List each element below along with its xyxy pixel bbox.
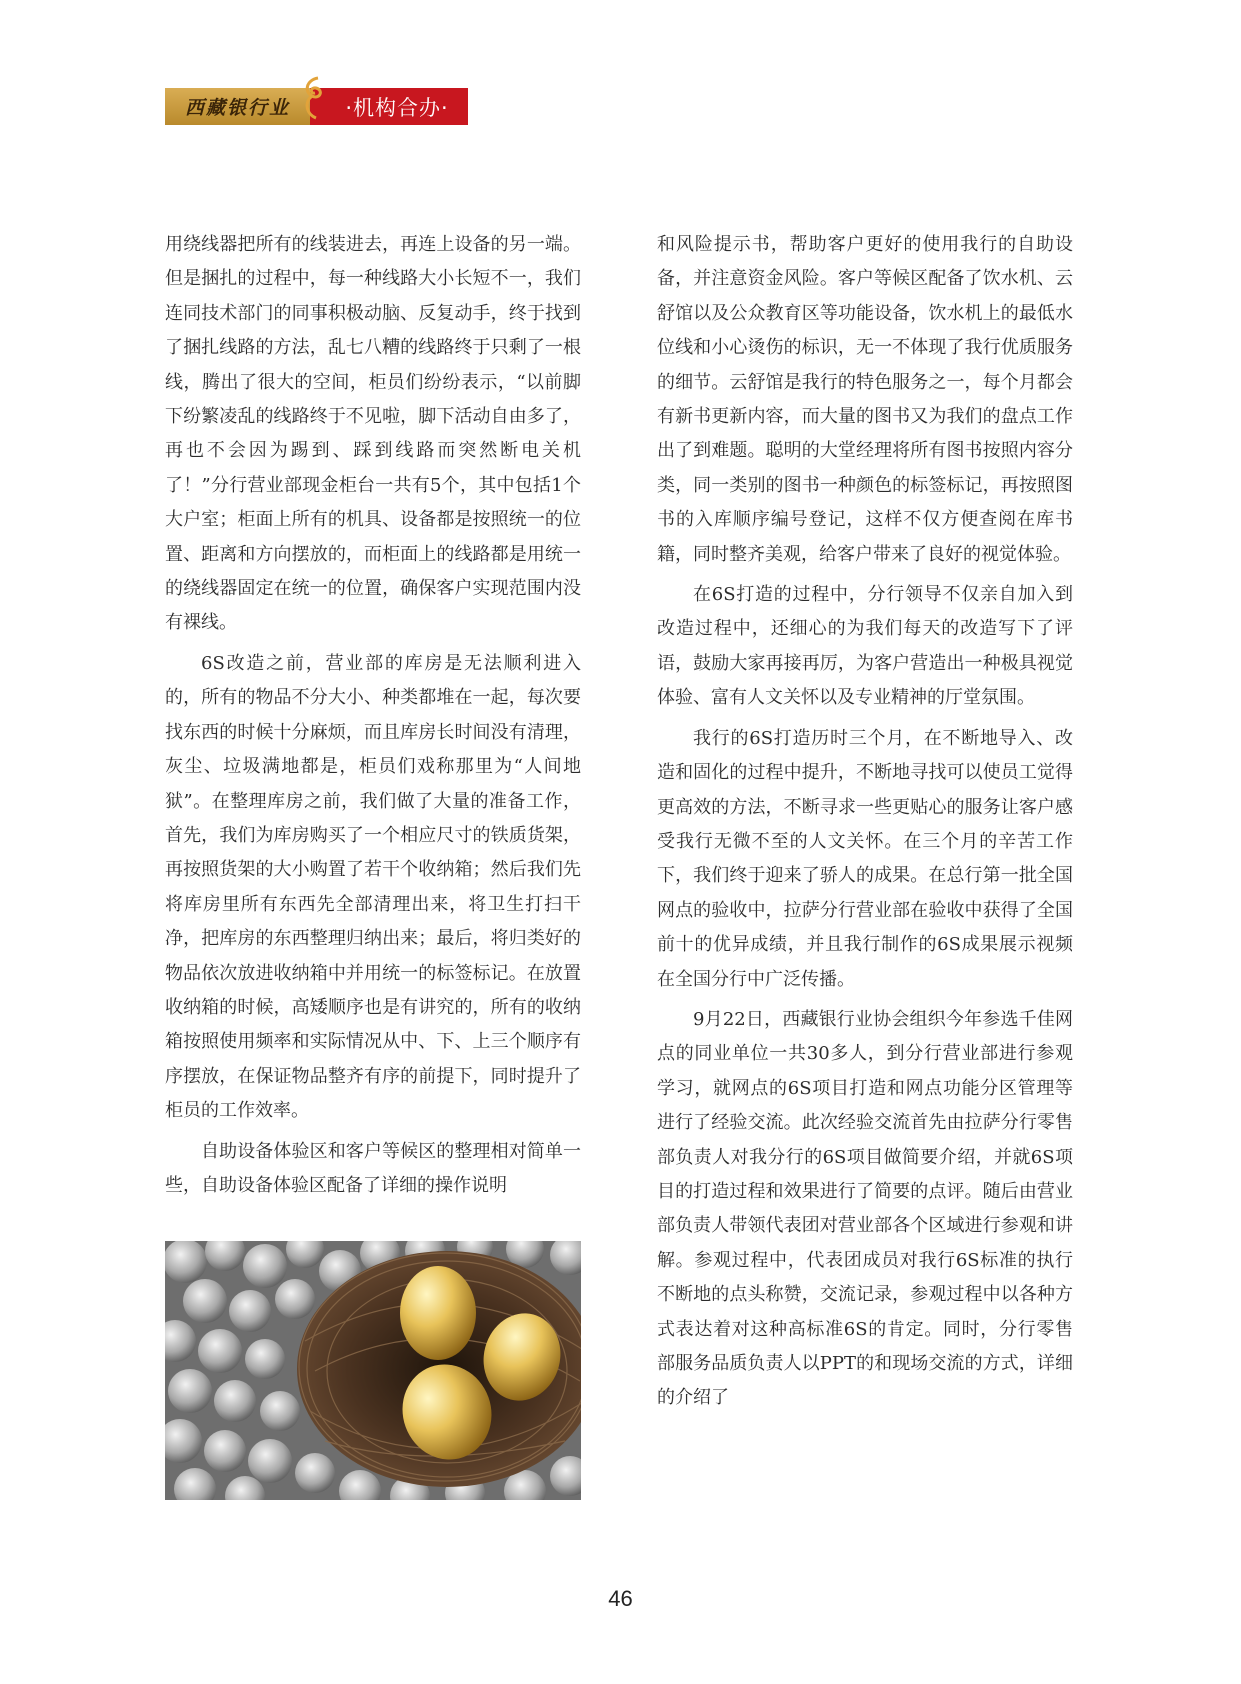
page-number: 46 [608,1586,633,1611]
section-title: ·机构合办· [310,88,468,125]
right-paragraph-3: 我行的6S打造历时三个月，在不断地导入、改造和固化的过程中提升，不断地寻找可以使员工觉得更高效的方法，不断寻求一些更贴心的服务让客户感受我行无微不至的人文关怀。在三个月的辛苦工作下，我们终于迎来了骄人的成果。在总行第一批全国网点的验收中，拉萨分行营业部在验收中获得了全国前十的优异成绩，并且我行制作的6S成果展示视频在全国分行中广泛传播。 [657,727,1073,990]
left-paragraph-2: 6S改造之前，营业部的库房是无法顺利进入的，所有的物品不分大小、种类都堆在一起，每次要找东西的时候十分麻烦，而且库房长时间没有清理，灰尘、垃圾满地都是，柜员们戏称那里为“人间地狱”。在整理库房之前，我们做了大量的准备工作，首先，我们为库房购买了一个相应尺寸的铁质货架，再按照货架的大小购置了若干个收纳箱；然后我们先将库房里所有东西先全部清理出来，将卫生打扫干净，把库房的东西整理归纳出来；最后，将归类好的物品依次放进收纳箱中并用统一的标签标记。在放置收纳箱的时候，高矮顺序也是有讲究的，所有的收纳箱按照使用频率和实际情况从中、下、上三个顺序有序摆放，在保证物品整齐有序的前提下，同时提升了柜员的工作效率。 [165,652,581,1122]
left-paragraph-1: 用绕线器把所有的线装进去，再连上设备的另一端。但是捆扎的过程中，每一种线路大小长短不一，我们连同技术部门的同事积极动脑、反复动手，终于找到了捆扎线路的方法，乱七八糟的线路终于只剩了一根线，腾出了很大的空间，柜员们纷纷表示，“以前脚下纷繁凌乱的线路终于不见啦，脚下活动自由多了，再也不会因为踢到、踩到线路而突然断电关机了！”分行营业部现金柜台一共有5个，其中包括1个大户室；柜面上所有的机具、设备都是按照统一的位置、距离和方向摆放的，而柜面上的线路都是用统一的绕线器固定在统一的位置，确保客户实现范围内没有裸线。 [165,234,581,634]
right-column [657,228,1073,1422]
ornament-swirl-icon [300,74,330,122]
brand-logo: 西藏银行业 [165,88,310,125]
left-column [165,228,581,1209]
golden-eggs-photo [165,1241,581,1500]
right-paragraph-4: 9月22日，西藏银行业协会组织今年参选千佳网点的同业单位一共30多人，到分行营业部进行参观学习，就网点的6S项目打造和网点功能分区管理等进行了经验交流。此次经验交流首先由拉萨分行零售部负责人对我分行的6S项目做简要介绍，并就6S项目的打造过程和效果进行了简要的点评。随后由营业部负责人带领代表团对营业部各个区域进行参观和讲解。参观过程中，代表团成员对我行6S标准的执行不断地的点头称赞，交流记录，参观过程中以各种方式表达着对这种高标准6S的肯定。同时，分行零售部服务品质负责人以PPT的和现场交流的方式，详细的介绍了 [657,1008,1073,1409]
right-paragraph-1: 和风险提示书，帮助客户更好的使用我行的自助设备，并注意资金风险。客户等候区配备了饮水机、云舒馆以及公众教育区等功能设备，饮水机上的最低水位线和小心烫伤的标识，无一不体现了我行优质服务的细节。云舒馆是我行的特色服务之一，每个月都会有新书更新内容，而大量的图书又为我们的盘点工作出了到难题。聪明的大堂经理将所有图书按照内容分类，同一类别的图书一种颜色的标签标记，再按照图书的入库顺序编号登记，这样不仅方便查阅在库书籍，同时整齐美观，给客户带来了良好的视觉体验。 [657,234,1073,565]
right-paragraph-2: 在6S打造的过程中，分行领导不仅亲自加入到改造过程中，还细心的为我们每天的改造写下了评语，鼓励大家再接再厉，为客户营造出一种极具视觉体验、富有人文关怀以及专业精神的厅堂氛围。 [657,584,1073,709]
left-paragraph-3: 自助设备体验区和客户等候区的整理相对简单一些，自助设备体验区配备了详细的操作说明 [165,1140,581,1196]
